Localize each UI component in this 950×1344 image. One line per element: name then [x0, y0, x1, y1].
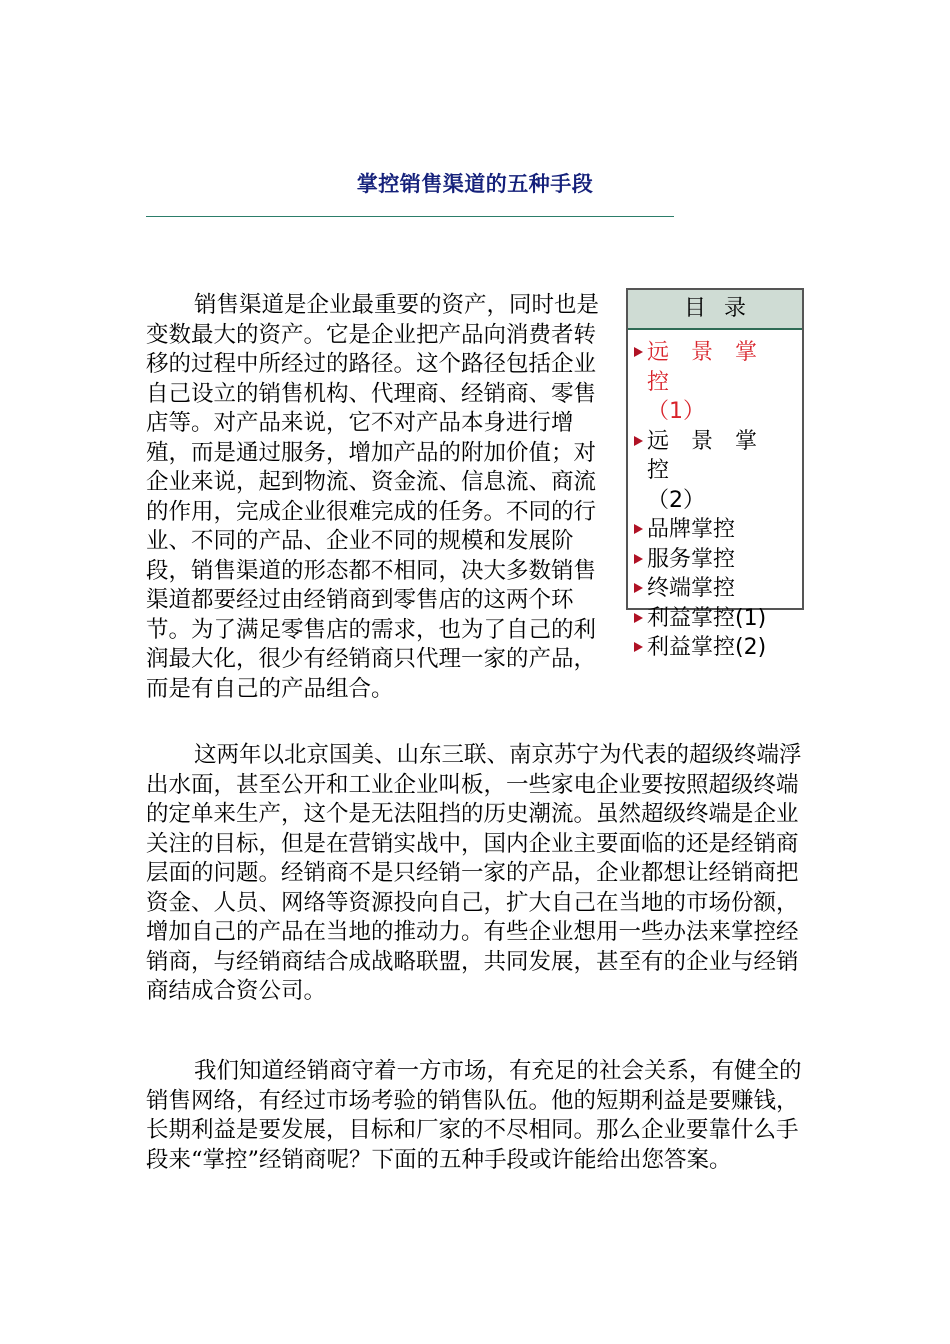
paragraph-2 [146, 741, 808, 1007]
triangle-right-icon [634, 583, 643, 593]
page-title: 掌控销售渠道的五种手段 [356, 171, 594, 196]
toc-item-sub: （1） [647, 399, 705, 424]
triangle-right-icon [634, 642, 643, 652]
triangle-right-icon [634, 436, 643, 446]
toc-item-label: 品牌掌控 [647, 517, 736, 542]
triangle-right-icon [634, 524, 643, 534]
triangle-right-icon [634, 554, 643, 564]
toc-list [628, 330, 802, 663]
toc-item-interest-1[interactable] [632, 604, 798, 634]
toc-item-label: 远景掌控 [647, 428, 780, 483]
toc-item-label: 终端掌控 [647, 576, 736, 601]
toc-item-label: 远景掌控 [647, 340, 780, 395]
toc-item-label: 服务掌控 [647, 546, 736, 572]
toc-item-vision-2[interactable] [632, 427, 798, 516]
toc-item-vision-1[interactable] [632, 338, 798, 427]
toc-item-brand[interactable] [632, 515, 798, 545]
paragraph-3 [146, 1057, 808, 1175]
triangle-right-icon [634, 613, 643, 623]
paragraph-2-text: 这两年以北京国美、山东三联、南京苏宁为代表的超级终端浮出水面，甚至公开和工业企业叫板，一些家电企业要按照超级终端的定单来生产，这个是无法阻挡的历史潮流。虽然超级终端是企业关注的目标，但是在营销实战中，国内企业主要面临的还是经销商层面的问题。经销商不是只经销一家的产品，企业都想让经销商把资金、人员、网络等资源投向自己，扩大自己在当地的市场份额，增加自己的产品在当地的推动力。有些企业想用一些办法来掌控经销商，与经销商结合成战略联盟，共同发展，甚至有的企业与经销商结成合资公司。 [146, 742, 802, 1004]
paragraph-1-text: 销售渠道是企业最重要的资产，同时也是变数最大的资产。它是企业把产品向消费者转移的过程中所经过的路径。这个路径包括企业自己设立的销售机构、代理商、经销商、零售店等。对产品来说，它不对产品本身进行增殖，而是通过服务，增加产品的附加价值；对企业来说，起到物流、资金流、信息流、商流的作用，完成企业很难完成的任务。不同的行业、不同的产品、企业不同的规模和发展阶段，销售渠道的形态都不相同，决大多数销售渠道都要经过由经销商到零售店的这两个环节。为了满足零售店的需求，也为了自己的利润最大化，很少有经销商只代理一家的产品，而是有自己的产品组合。 [146, 292, 600, 702]
toc-item-label: 利益掌控(2) [647, 635, 767, 660]
toc-item-service[interactable] [632, 545, 798, 575]
toc-heading: 目录 [628, 290, 802, 330]
table-of-contents [626, 288, 804, 660]
paragraph-3-text: 我们知道经销商守着一方市场，有充足的社会关系，有健全的销售网络，有经过市场考验的销售队伍。他的短期利益是要赚钱，长期利益是要发展，目标和厂家的不尽相同。那么企业要靠什么手段来“掌控”经销商呢？下面的五种手段或许能给出您答案。 [146, 1058, 802, 1173]
toc-item-interest-2[interactable] [632, 633, 798, 663]
title-divider [146, 216, 674, 217]
toc-item-terminal[interactable] [632, 574, 798, 604]
toc-item-label: 利益掌控(1) [647, 605, 767, 631]
toc-item-sub: （2） [647, 487, 705, 513]
triangle-right-icon [634, 347, 643, 357]
